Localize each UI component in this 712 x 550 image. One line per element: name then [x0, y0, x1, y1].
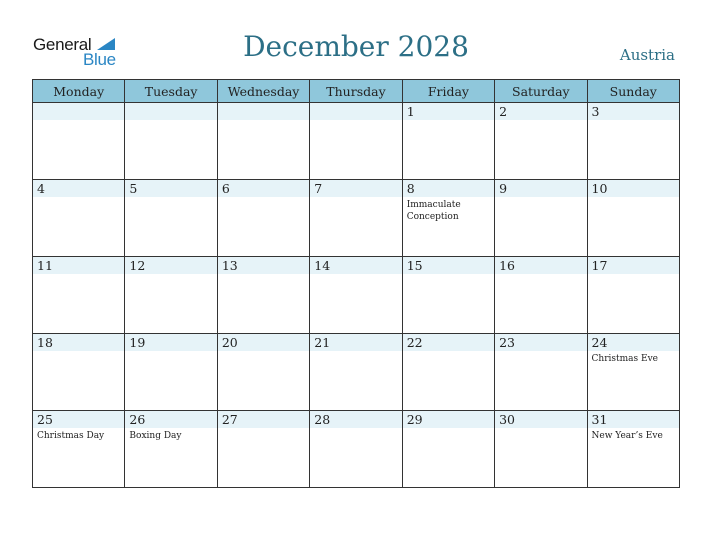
day-cell: [495, 334, 587, 411]
day-cell: [33, 180, 125, 257]
day-number: 7: [314, 181, 323, 196]
day-number: 18: [37, 335, 53, 350]
day-cell: [217, 334, 309, 411]
day-cell: [125, 180, 217, 257]
day-cell: [495, 180, 587, 257]
weekday-header: Tuesday: [125, 80, 217, 103]
day-number: 1: [406, 104, 415, 119]
day-number: 22: [406, 335, 423, 350]
day-cell: [402, 411, 494, 488]
holiday-label: New Year’s Eve: [591, 431, 663, 441]
calendar-grid: [32, 79, 680, 488]
day-cell: [310, 334, 402, 411]
day-cell: [495, 257, 587, 334]
day-number: 8: [406, 181, 415, 196]
logo-general-text: General: [33, 35, 92, 54]
day-cell-band: [125, 103, 216, 120]
day-cell: [125, 257, 217, 334]
day-cell: [402, 180, 494, 257]
day-number: 28: [314, 412, 331, 427]
day-number: 4: [37, 181, 45, 196]
day-cell: [217, 180, 309, 257]
day-cell: [310, 103, 402, 180]
day-number: 26: [129, 412, 146, 427]
day-cell: [217, 257, 309, 334]
day-cell: [402, 334, 494, 411]
day-cell-band: [588, 103, 679, 120]
day-number: 21: [314, 335, 331, 350]
day-cell: [587, 334, 679, 411]
day-number: 29: [406, 412, 423, 427]
day-cell: [125, 334, 217, 411]
day-cell: [217, 411, 309, 488]
weekday-header: Monday: [33, 80, 125, 103]
weekday-header: Saturday: [495, 80, 587, 103]
logo-blue-text: Blue: [83, 50, 116, 69]
week-row: [33, 180, 680, 257]
holiday-label: Christmas Eve: [591, 354, 658, 364]
day-cell: [33, 334, 125, 411]
day-cell-band: [495, 103, 586, 120]
day-number: 25: [37, 412, 53, 427]
day-number: 2: [499, 104, 508, 119]
day-number: 9: [499, 181, 508, 196]
weekday-header: Sunday: [587, 80, 679, 103]
day-cell: [217, 103, 309, 180]
day-cell: [402, 257, 494, 334]
day-number: 19: [129, 335, 146, 350]
day-cell-band: [403, 103, 494, 120]
country-label: Austria: [619, 46, 675, 64]
day-cell-band: [125, 180, 216, 197]
day-cell: [587, 411, 679, 488]
weekday-header: Wednesday: [217, 80, 309, 103]
day-cell: [310, 411, 402, 488]
day-cell-band: [218, 103, 309, 120]
day-cell: [33, 103, 125, 180]
day-number: 17: [591, 258, 608, 273]
day-number: 23: [499, 335, 516, 350]
day-cell: [125, 411, 217, 488]
day-cell-band: [495, 180, 586, 197]
day-cell-band: [33, 103, 124, 120]
day-cell: [495, 411, 587, 488]
day-number: 27: [221, 412, 238, 427]
day-cell: [587, 180, 679, 257]
day-cell-band: [310, 103, 401, 120]
day-number: 20: [221, 335, 238, 350]
day-cell: [587, 257, 679, 334]
day-number: 12: [129, 258, 146, 273]
week-row: [33, 411, 680, 488]
day-number: 5: [129, 181, 138, 196]
weekday-header: Thursday: [310, 80, 402, 103]
day-number: 13: [221, 258, 238, 273]
day-cell-band: [33, 180, 124, 197]
day-cell: [587, 103, 679, 180]
weekday-header: Friday: [402, 80, 494, 103]
day-cell-band: [218, 180, 309, 197]
day-number: 24: [591, 335, 608, 350]
day-cell: [33, 411, 125, 488]
day-cell: [310, 180, 402, 257]
day-number: 16: [499, 258, 516, 273]
page-title: December 2028: [243, 30, 469, 63]
day-cell-band: [403, 180, 494, 197]
holiday-label: Christmas Day: [37, 431, 105, 441]
day-cell-band: [310, 180, 401, 197]
week-row: [33, 334, 680, 411]
day-number: 15: [406, 258, 423, 273]
day-number: 14: [314, 258, 331, 273]
weekday-header-row: [33, 80, 680, 103]
week-row: [33, 103, 680, 180]
holiday-label: Immaculate Conception: [406, 200, 461, 222]
day-number: 6: [221, 181, 230, 196]
day-number: 11: [37, 258, 53, 273]
day-cell: [33, 257, 125, 334]
day-cell: [495, 103, 587, 180]
holiday-label: Boxing Day: [129, 431, 182, 441]
day-cell: [310, 257, 402, 334]
day-number: 3: [591, 104, 600, 119]
day-cell: [402, 103, 494, 180]
day-number: 30: [499, 412, 516, 427]
day-number: 10: [591, 181, 608, 196]
week-row: [33, 257, 680, 334]
day-cell: [125, 103, 217, 180]
day-number: 31: [591, 412, 608, 427]
